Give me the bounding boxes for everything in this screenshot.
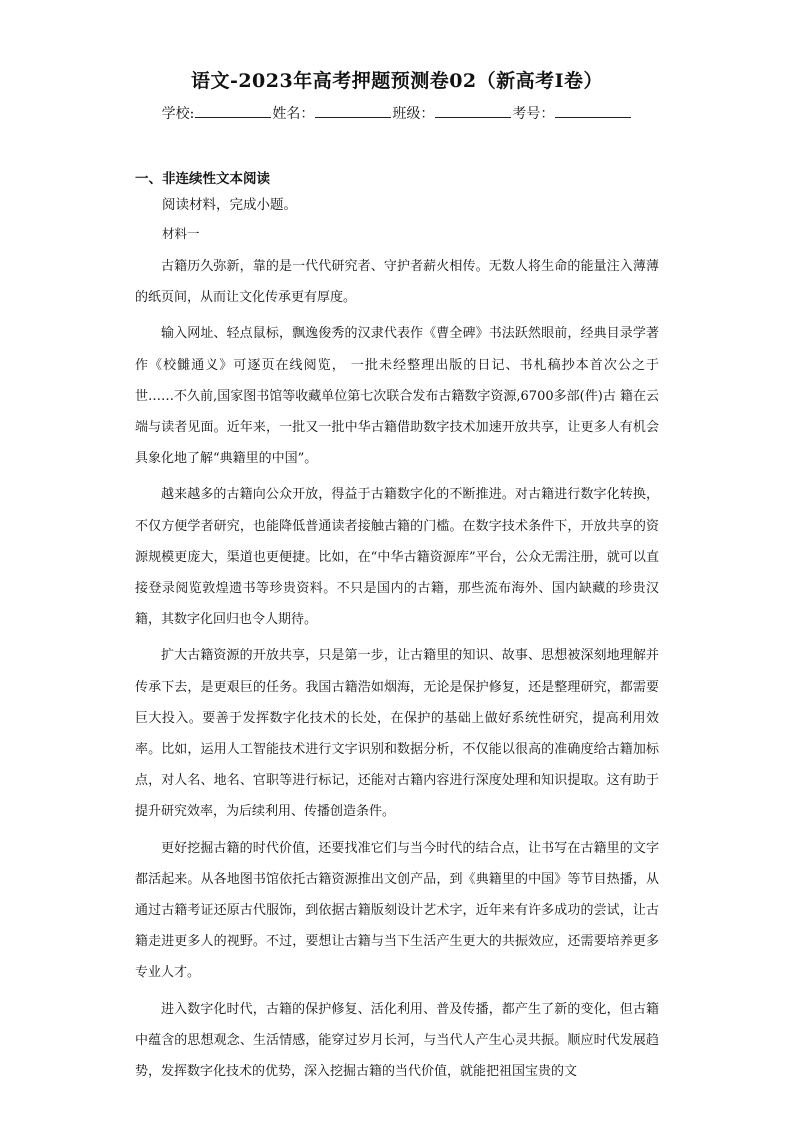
school-label: 学校:: [161, 106, 195, 122]
passage-paragraph: 古籍历久弥新，靠的是一代代研究者、守护者薪火相传。无数人将生命的能量注入薄薄的纸页间，从而让文化传承更有厚度。: [135, 259, 659, 306]
school-blank[interactable]: [195, 103, 271, 118]
passage-paragraph: 越来越多的古籍向公众开放，得益于古籍数字化的不断推进。对古籍进行数字化转换，不仅方便学者研究，也能降低普通读者接触古籍的门槛。在数字技术条件下，开放共享的资源规模更庞大，渠道也更便捷。比如，在“中华古籍资源库”平台，公众无需注册，就可以直接登录阅览敦煌遗书等珍贵资料。不只是国内的古籍，那些流布海外、国内缺藏的珍贵汉籍，其数字化回归也令人期待。: [135, 487, 659, 628]
section-heading: 一、非连续性文本阅读: [135, 171, 270, 187]
exam-number-blank[interactable]: [555, 103, 631, 118]
passage-paragraph: 更好挖掘古籍的时代价值，还要找准它们与当今时代的结合点，让书写在古籍里的文字都活起来。从各地图书馆依托古籍资源推出文创产品，到《典籍里的中国》等节目热播，从通过古籍考证还原古代服饰，到依据古籍版刻设计艺术字，近年来有许多成功的尝试，让古籍走进更多人的视野。不过，要想让古籍与当下生活产生更大的共振效应，还需要培养更多专业人才。: [135, 840, 659, 981]
class-blank[interactable]: [435, 103, 511, 118]
class-label: 班级：: [392, 106, 435, 122]
passage-paragraph: 扩大古籍资源的开放共享，只是第一步，让古籍里的知识、故事、思想被深刻地理解并传承下去，是更艰巨的任务。我国古籍浩如烟海，无论是保护修复，还是整理研究，都需要巨大投入。要善于发挥数字化技术的长处，在保护的基础上做好系统性研究，提高利用效率。比如，运用人工智能技术进行文字识别和数据分析，不仅能以很高的准确度给古籍加标点，对人名、地名、官职等进行标记，还能对古籍内容进行深度处理和知识提取。这有助于提升研究效率，为后续利用、传播创造条件。: [135, 648, 659, 820]
student-info-line: [0, 103, 794, 123]
name-blank[interactable]: [315, 103, 391, 118]
name-label: 姓名：: [272, 106, 315, 122]
passage-body: [135, 251, 659, 1092]
passage-paragraph: 输入网址、轻点鼠标，飘逸俊秀的汉隶代表作《曹全碑》书法跃然眼前，经典目录学著作《校雠通义》可逐页在线阅览， 一批未经整理出版的日记、书札稿抄本首次公之于世……不久前,国家图书馆等收藏单位第七次联合发布古籍数字资源,6700多部(件)古 籍在云端与读者见面。近年来，一批又一批中华古籍借助数字技术加速开放共享，让更多人有机会具象化地了解“典籍里的中国”。: [135, 326, 659, 467]
material-label: 材料一: [162, 226, 200, 241]
section-instruction: 阅读材料，完成小题。: [162, 197, 297, 213]
page-title: 语文-2023年高考押题预测卷02（新高考Ⅰ卷）: [190, 70, 604, 92]
passage-paragraph: 进入数字化时代，古籍的保护修复、活化利用、普及传播，都产生了新的变化，但古籍中蕴含的思想观念、生活情感，能穿过岁月长河，与当代人产生心灵共振。顺应时代发展趋势，发挥数字化技术的优势，深入挖掘古籍的当代价值，就能把祖国宝贵的文: [135, 1001, 659, 1080]
exam-number-label: 考号：: [512, 106, 555, 122]
